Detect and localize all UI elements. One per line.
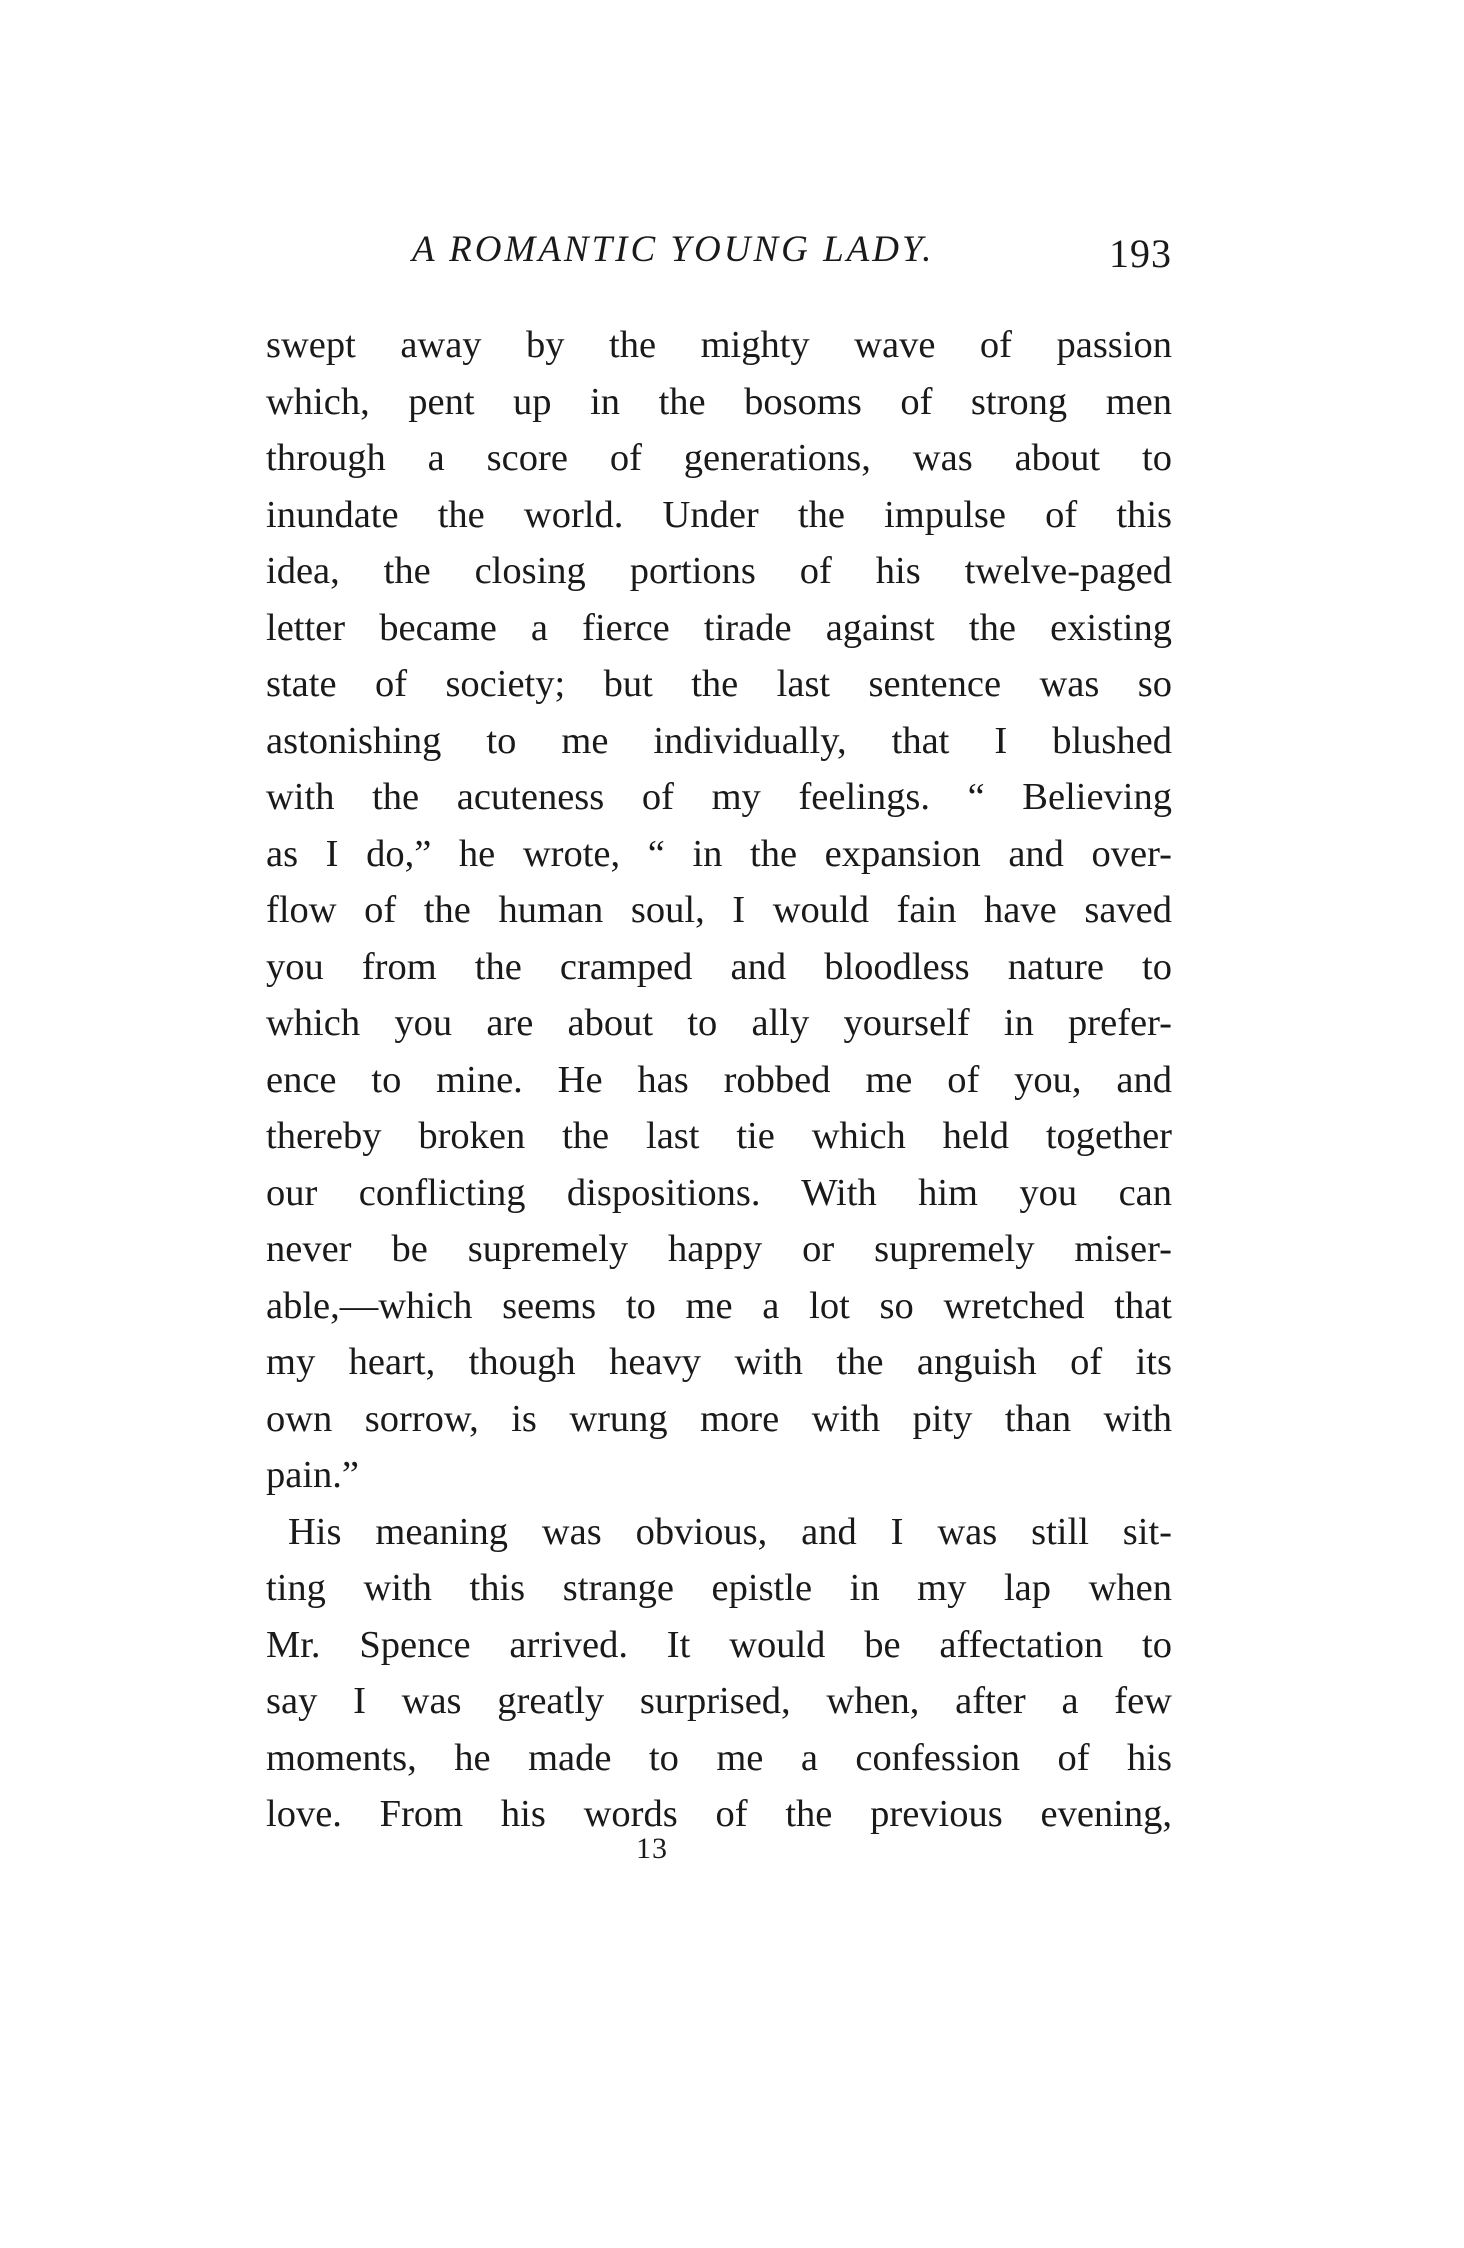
text-line: love. From his words of the previous evening, [266, 1793, 1172, 1835]
text-line: ting with this strange epistle in my lap when [266, 1567, 1172, 1609]
text-line: state of society; but the last sentence was so [266, 663, 1172, 705]
text-line: our conflicting dispositions. With him you can [266, 1171, 1172, 1214]
text-line: own sorrow, is wrung more with pity than with [266, 1397, 1172, 1440]
text-line: through a score of generations, was about to [266, 437, 1172, 479]
text-line: able,—which seems to me a lot so wretched that [266, 1284, 1172, 1327]
text-line: which you are about to ally yourself in prefer- [266, 1002, 1172, 1044]
text-line: which, pent up in the bosoms of strong men [266, 380, 1172, 423]
text-line: say I was greatly surprised, when, after a few [266, 1680, 1172, 1722]
signature-mark: 13 [636, 1832, 668, 1865]
paragraph-end-line: pain.” [266, 1454, 359, 1496]
text-line: letter became a fierce tirade against the existing [266, 606, 1172, 649]
page-number: 193 [1109, 231, 1172, 276]
text-line: astonishing to me individually, that I blushed [266, 719, 1172, 762]
text-line: never be supremely happy or supremely miser- [266, 1228, 1172, 1270]
running-head [266, 228, 1172, 288]
text-line: Mr. Spence arrived. It would be affectation to [266, 1623, 1172, 1666]
text-line: with the acuteness of my feelings. “ Believing [266, 776, 1172, 818]
text-line: moments, he made to me a confession of his [266, 1736, 1172, 1779]
text-line: you from the cramped and bloodless nature to [266, 945, 1172, 988]
text-line: idea, the closing portions of his twelve-paged [266, 550, 1172, 592]
paragraph-start-line: His meaning was obvious, and I was still sit- [288, 1510, 1172, 1553]
running-title: A ROMANTIC YOUNG LADY. [412, 229, 935, 270]
text-line: as I do,” he wrote, “ in the expansion and over- [266, 832, 1172, 875]
text-line: inundate the world. Under the impulse of this [266, 493, 1172, 536]
text-line: flow of the human soul, I would fain have saved [266, 889, 1172, 931]
text-line: ence to mine. He has robbed me of you, and [266, 1058, 1172, 1101]
body-text [266, 317, 1172, 1843]
text-line: thereby broken the last tie which held together [266, 1115, 1172, 1157]
text-line: swept away by the mighty wave of passion [266, 324, 1172, 366]
text-line: my heart, though heavy with the anguish of its [266, 1341, 1172, 1383]
